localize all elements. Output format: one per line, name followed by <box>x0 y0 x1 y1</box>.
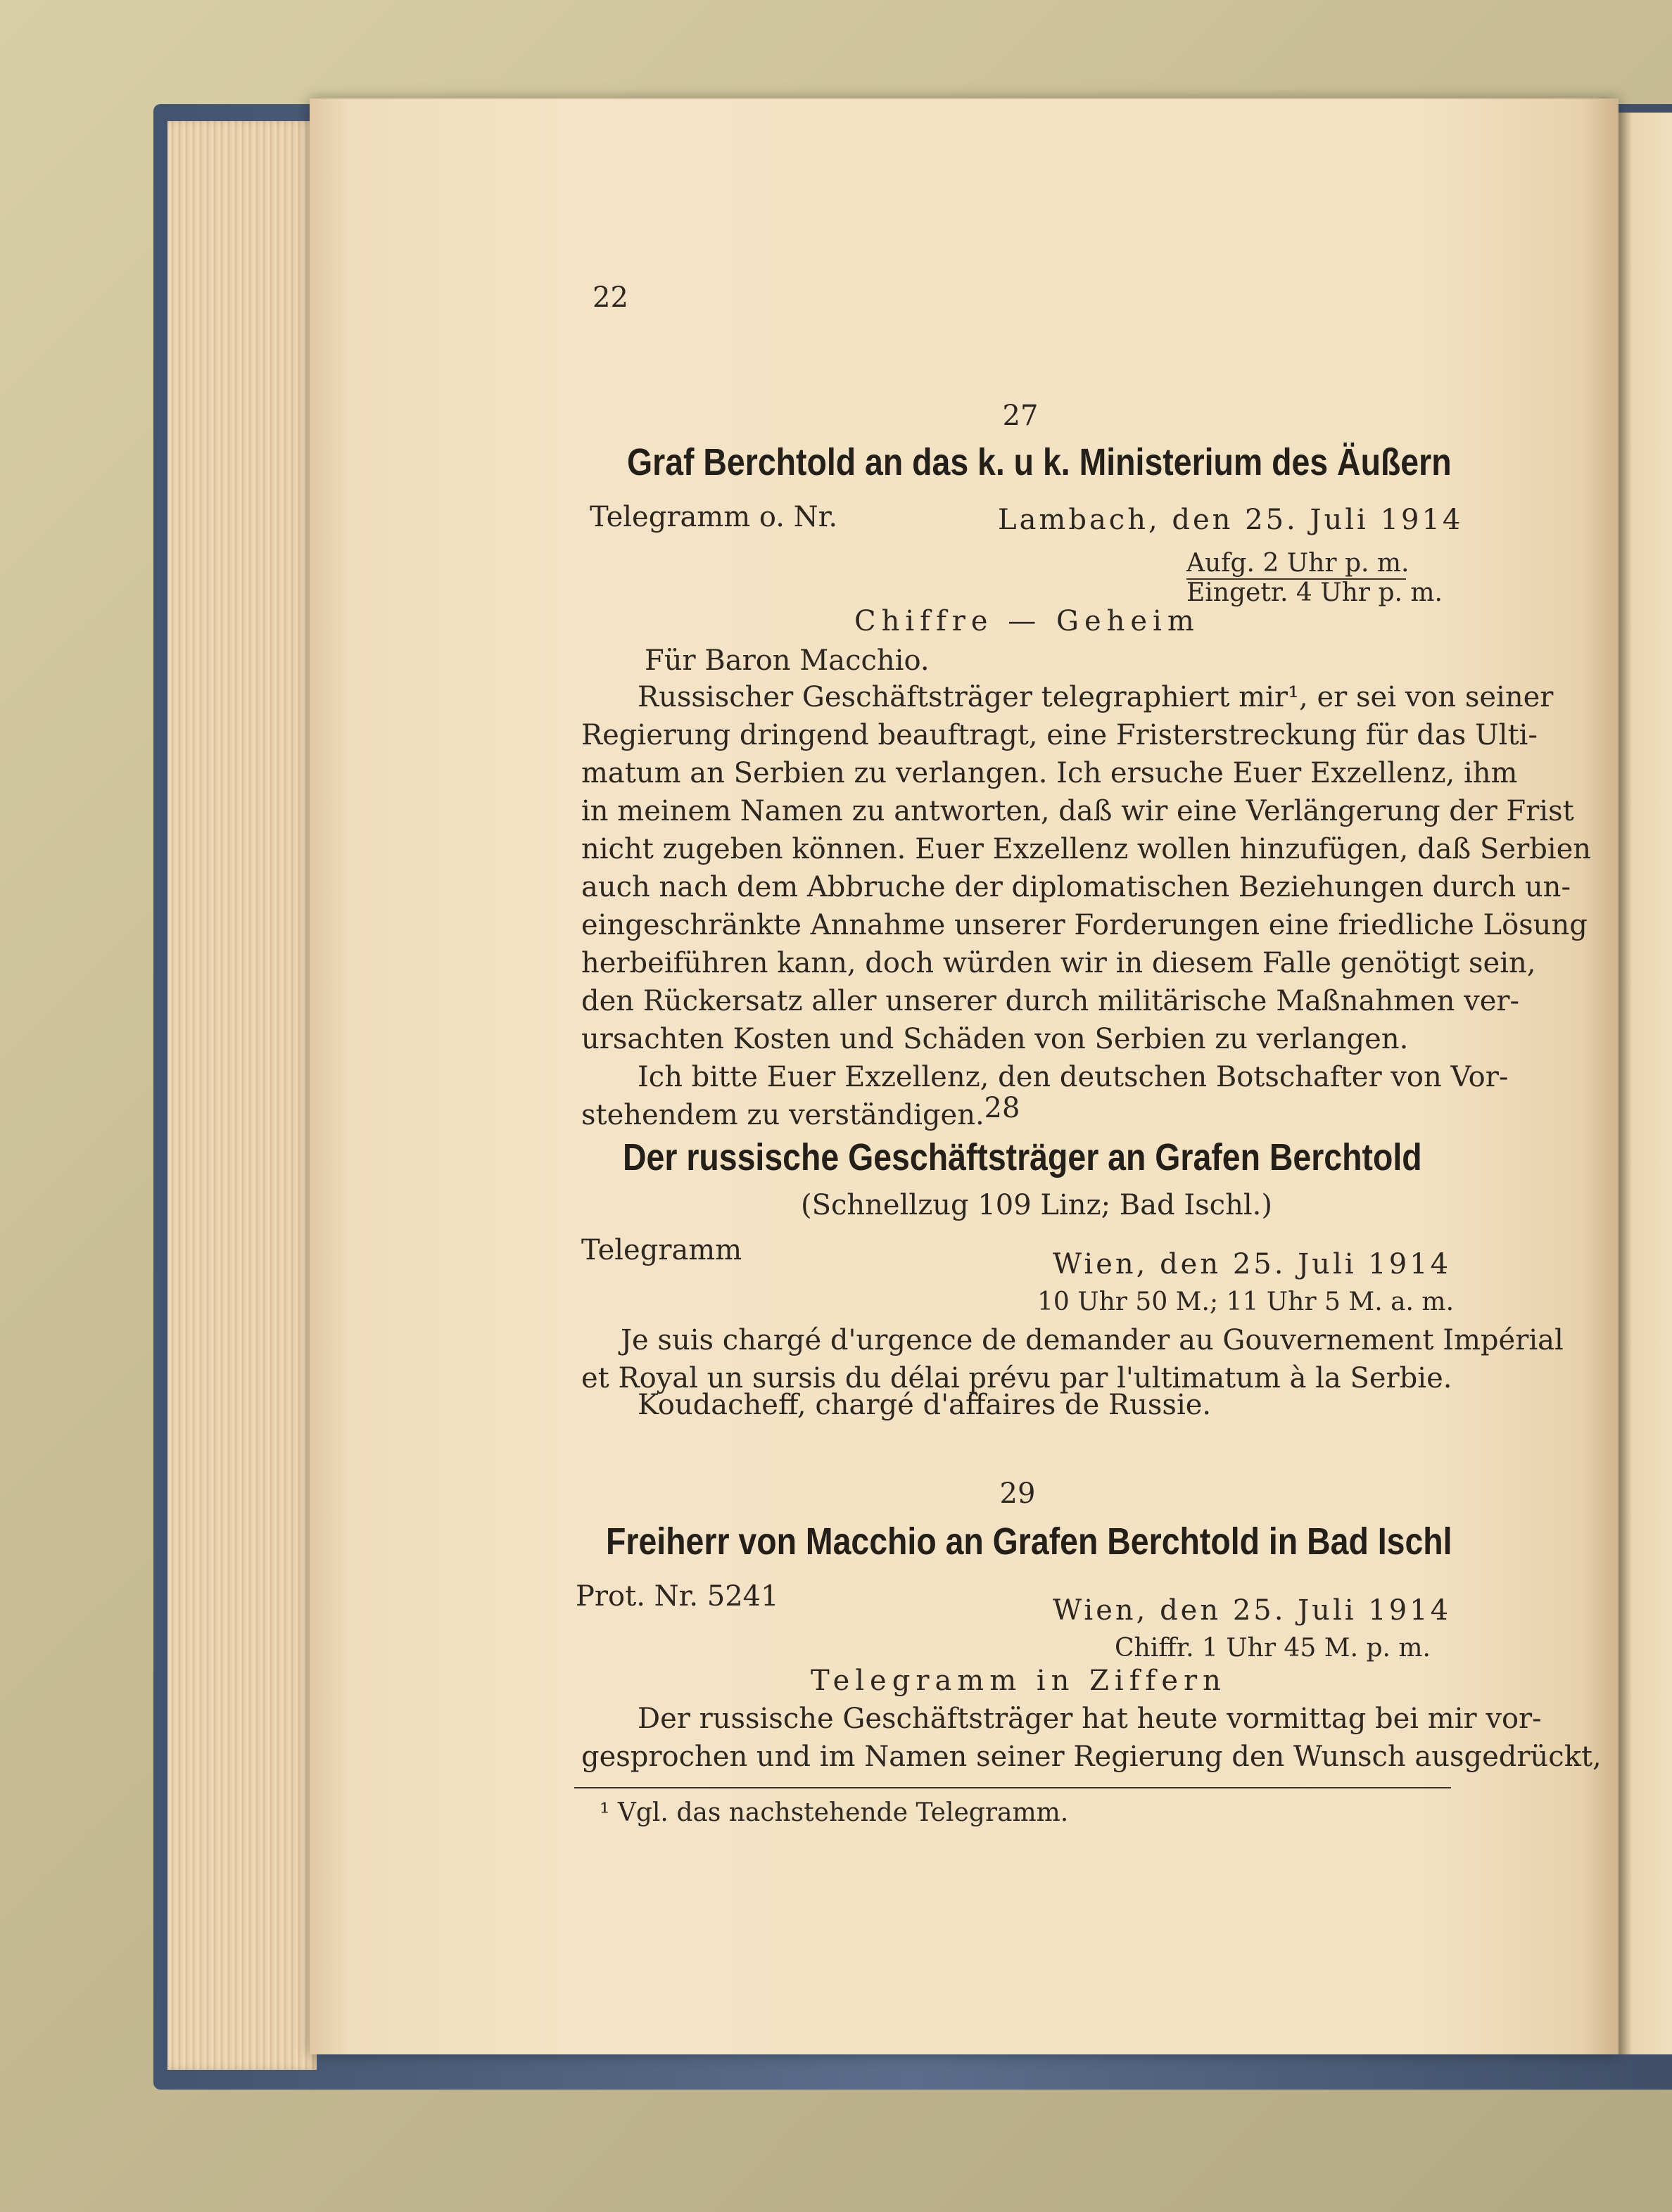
body-line: in meinem Namen zu antworten, daß wir eine Verlängerung der Frist <box>581 795 1574 827</box>
document-title-27: Graf Berchtold an das k. u k. Ministerium des Äußern <box>627 441 1452 483</box>
document-title-28: Der russische Geschäftsträger an Grafen Berchtold <box>623 1136 1422 1178</box>
cipher-time-29: Chiffr. 1 Uhr 45 M. p. m. <box>1115 1634 1431 1663</box>
body-line: gesprochen und im Namen seiner Regierung den Wunsch ausgedrückt, <box>581 1741 1602 1773</box>
body-line: et Royal un sursis du délai prévu par l'ultimatum à la Serbie. <box>581 1362 1452 1394</box>
place-date-29: Wien, den 25. Juli 1914 <box>1053 1594 1452 1627</box>
body-line: Russischer Geschäftsträger telegraphiert mir¹, er sei von seiner <box>638 681 1554 713</box>
subtitle-28: (Schnellzug 109 Linz; Bad Ischl.) <box>801 1189 1272 1221</box>
place-date-27: Lambach, den 25. Juli 1914 <box>998 504 1464 536</box>
place-date-28: Wien, den 25. Juli 1914 <box>1053 1248 1452 1280</box>
body-line: herbeiführen kann, doch würden wir in diesem Falle genötigt sein, <box>581 947 1536 979</box>
body-line: nicht zugeben können. Euer Exzellenz wollen hinzufügen, daß Serbien <box>581 833 1592 865</box>
signature-28: Koudacheff, chargé d'affaires de Russie. <box>638 1389 1212 1421</box>
body-line: ursachten Kosten und Schäden von Serbien zu verlangen. <box>581 1023 1409 1055</box>
facing-page-edge <box>1619 113 1672 2054</box>
times-28: 10 Uhr 50 M.; 11 Uhr 5 M. a. m. <box>1037 1288 1455 1316</box>
prot-number-29: Prot. Nr. 5241 <box>576 1580 779 1613</box>
body-line: eingeschränkte Annahme unserer Forderungen eine friedliche Lösung <box>581 909 1588 941</box>
salutation-27: Für Baron Macchio. <box>645 644 930 677</box>
body-line: stehendem zu verständigen. <box>581 1099 984 1131</box>
body-line: auch nach dem Abbruche der diplomatischen Beziehungen durch un- <box>581 871 1571 903</box>
page-edges <box>167 121 317 2070</box>
document-number-28: 28 <box>984 1092 1020 1124</box>
document-number-29: 29 <box>999 1477 1036 1510</box>
body-line: Der russische Geschäftsträger hat heute vormittag bei mir vor- <box>638 1703 1542 1735</box>
body-line: Je suis chargé d'urgence de demander au Gouvernement Impérial <box>621 1324 1564 1356</box>
footnote: ¹ Vgl. das nachstehende Telegramm. <box>600 1798 1069 1827</box>
document-title-29: Freiherr von Macchio an Grafen Berchtold in Bad Ischl <box>606 1520 1452 1563</box>
classification-29: Telegramm in Ziffern <box>811 1665 1227 1697</box>
document-number-27: 27 <box>1002 400 1039 432</box>
telegram-label-28: Telegramm <box>581 1234 742 1266</box>
page-number: 22 <box>593 281 628 314</box>
classification-27: Chiffre — Geheim <box>854 605 1200 637</box>
sent-time-27: Aufg. 2 Uhr p. m. <box>1186 549 1410 578</box>
telegram-label-27: Telegramm o. Nr. <box>590 501 838 533</box>
body-line: matum an Serbien zu verlangen. Ich ersuche Euer Exzellenz, ihm <box>581 757 1518 789</box>
footnote-rule <box>574 1787 1451 1788</box>
received-time-27: Eingetr. 4 Uhr p. m. <box>1186 578 1443 607</box>
body-line: Ich bitte Euer Exzellenz, den deutschen Botschafter von Vor- <box>638 1061 1509 1093</box>
body-line: Regierung dringend beauftragt, eine Fristerstreckung für das Ulti- <box>581 719 1538 751</box>
body-line: den Rückersatz aller unserer durch militärische Maßnahmen ver- <box>581 985 1520 1017</box>
